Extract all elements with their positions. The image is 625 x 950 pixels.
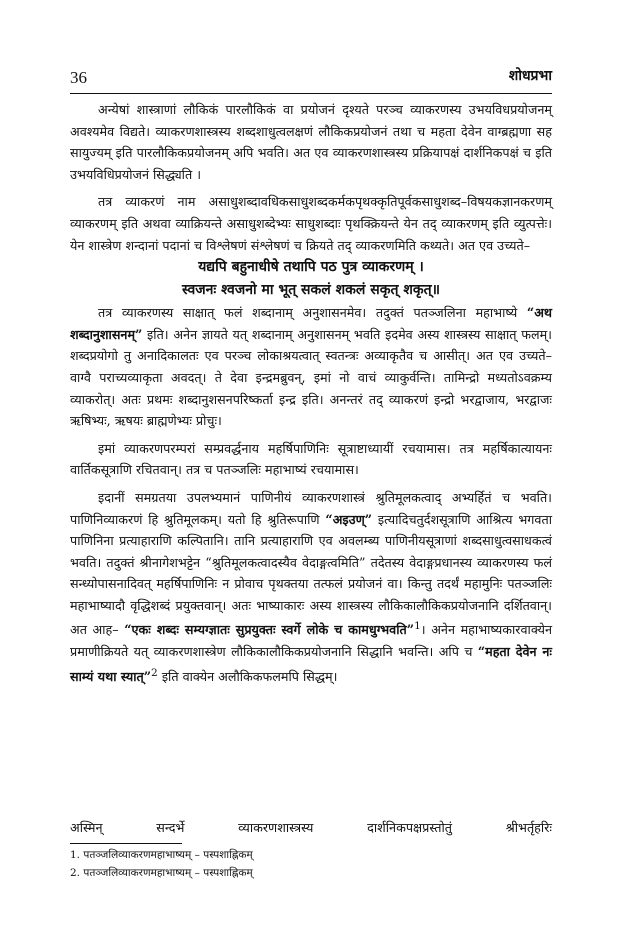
footnote-ref-1: 1 [414, 620, 421, 633]
verse-line-2: स्वजनः श्वजनो मा भूत् सकलं शकलं सकृत् शकृत्॥ [182, 282, 440, 299]
paragraph-1: अन्येषां शास्त्राणां लौकिकं पारलौकिकं वा प्रयोजनं दृश्यते परञ्च व्याकरणस्य उभयविधप्रयोजनम् अवश्यमेव विद्यते। व्याकरणशास्त्रस्य शब्दशाधुत्वलक्षणं लौकिकप्रयोजनं तथा च महता देवेन वाग्ब्रह्मणा सह सायुज्यम् इति पारलौकिकप्रयोजनम् अपि भवति। अत एव व्याकरणशास्त्रस्य प्रक्रियापक्षं दार्शनिकपक्षं च इति उभयविधिप्रयोजनं सिद्ध्यति । [70, 102, 552, 182]
quote-ekah-shabdah: “एकः शब्दः सम्यग्ज्ञातः सुप्रयुक्तः स्वर्गे लोके च कामधुग्भवति” [124, 622, 415, 638]
quote-aiun: “अइउण्” [325, 511, 373, 527]
word: दार्शनिकपक्षप्रस्तोतुं [367, 820, 453, 835]
header-rule [70, 93, 552, 94]
footnote-ref-2: 2 [151, 666, 158, 679]
continuation-line [70, 818, 552, 836]
running-header [70, 68, 552, 92]
paragraph-5-text-d: इति वाक्येन अलौकिकफलमपि सिद्धम्। [157, 669, 338, 685]
footnote-rule [70, 843, 182, 844]
footnote-1: 1. पतञ्जलिव्याकरणमहाभाष्यम् – पस्पशाह्निकम् [70, 849, 253, 861]
paragraph-5 [70, 487, 552, 688]
word: अस्मिन् [70, 820, 103, 835]
paragraph-5-text-a: इदानीं समग्रतया उपलभ्यमानं पाणिनीयं व्याकरणशास्त्रं श्रुतिमूलकत्वाद् अभ्यर्हितं च भवति। पाणिनिव्याकरणं हि श्रुतिमूलकम्। यतो हि श्रुतिरूपाणि [70, 489, 552, 527]
quote-mahata-devena: “महता देवेन नः साम्यं यथा स्यात्” [70, 644, 552, 685]
paragraph-3-text-b: इति। अनेन ज्ञायते यत् शब्दानाम् अनुशासनम् भवति इदमेव अस्य शास्त्रस्य साक्षात् फलम्। शब्दप्रयोगो तु अनादिकालतः एव परञ्च लोकाश्रयत्वात् स्वतन्त्रः अव्याकृतैव च आसीत्। अत एव उच्यते– वाग्वै पराच्यव्याकृता अवदत्। ते देवा इन्द्रमब्रुवन्, इमां नो वाचं व्याकुर्वन्ति। तामिन्द्रो मध्यतोऽवक्रम्य व्याकरोत्। अतः प्रथमः शब्दानुशसनपरिष्कर्ता इन्द्र इति। अनन्तरं तद् व्याकरणं इन्द्रो भरद्वाजाय, भरद्वाजः ऋषिभ्यः, ऋषयः ब्राह्मणेभ्यः प्रोचुः। [70, 326, 552, 429]
paragraph-3 [70, 302, 552, 432]
paragraph-5-text-c: । अनेन महाभाष्यकारवाक्येन प्रमाणीक्रियते यत् व्याकरणशास्त्रेण लौकिकालौकिकप्रयोजनानि सिद्धानि भवन्ति। अपि च [70, 622, 553, 660]
quote-shabdanushasanam: “अथ शब्दानुशासनम्” [70, 305, 552, 342]
paragraph-4: इमां व्याकरणपरम्परां सम्प्रवर्द्धनाय महर्षिपाणिनिः सूत्राष्टाध्यायीं रचयामास। तत्र महर्षिकात्यायनः वार्तिकसूत्राणि रचितवान्। तत्र च पतञ्जलिः महाभाष्यं रचयामास। [70, 440, 552, 478]
main-text [70, 99, 552, 688]
paragraph-5-text-b: इत्यादिचतुर्दशसूत्राणि आश्रित्य भगवता पाणिनिना प्रत्याहाराणि कल्पितानि। तानि प्रत्याहाराणि एव अवलम्ब्य पाणिनीयसूत्राणां शब्दसाधुत्वसाधकत्वं भवति। तदुक्तं श्रीनागेशभट्टेन “श्रुतिमूलकत्वादस्यैव वेदाङ्गत्वमिति” तदेतस्य वेदाङ्गप्रधानस्य व्याकरणस्य फलं सन्ध्योपासनादिवत् महर्षिपाणिनिः न प्रोवाच पृथक्तया तत्फलं प्रयोजनं वा। किन्तु तदर्थं महामुनिः पतञ्जलिः महाभाष्यादौ वृद्धिशब्दं प्रयुक्तवान्। अतः भाष्याकारः अस्य शास्त्रस्य लौकिकालौकिकप्रयोजनानि दर्शितवान्। अत आह– [70, 511, 552, 638]
word: श्रीभर्तृहरिः [505, 820, 552, 835]
footnote-2: 2. पतञ्जलिव्याकरणमहाभाष्यम् – पस्पशाह्निकम् [70, 867, 253, 879]
paragraph-3-text-a: तत्र व्याकरणस्य साक्षात् फलं शब्दानाम् अनुशासनमेव। तदुक्तं पतञ्जलिना महाभाष्ये [98, 305, 527, 321]
page-number: 36 [70, 68, 87, 87]
word: सन्दर्भे [156, 820, 185, 835]
paragraph-2: तत्र व्याकरणं नाम असाधुशब्दावधिकसाधुशब्दकर्मकपृथक्कृतिपूर्वकसाधुशब्द–विषयकज्ञानकरणम् व्याकरणम् इति अथवा व्याक्रियन्ते असाधुशब्देभ्यः साधुशब्दाः पृथक्क्रियन्ते येन तद् व्याकरणम् इति व्युत्पत्तेः। येन शास्त्रेण शन्दानां पदानां च विश्लेषणं संश्लेषणं च क्रियते तद् व्याकरणमिति कथ्यते। अत एव उच्यते– [70, 194, 552, 253]
running-title: शोधप्रभा [508, 68, 552, 84]
word: व्याकरणशास्त्रस्य [238, 820, 314, 835]
verse-line-1: यद्यपि बहुनाधीषे तथापि पठ पुत्र व्याकरणम् । [198, 259, 424, 276]
